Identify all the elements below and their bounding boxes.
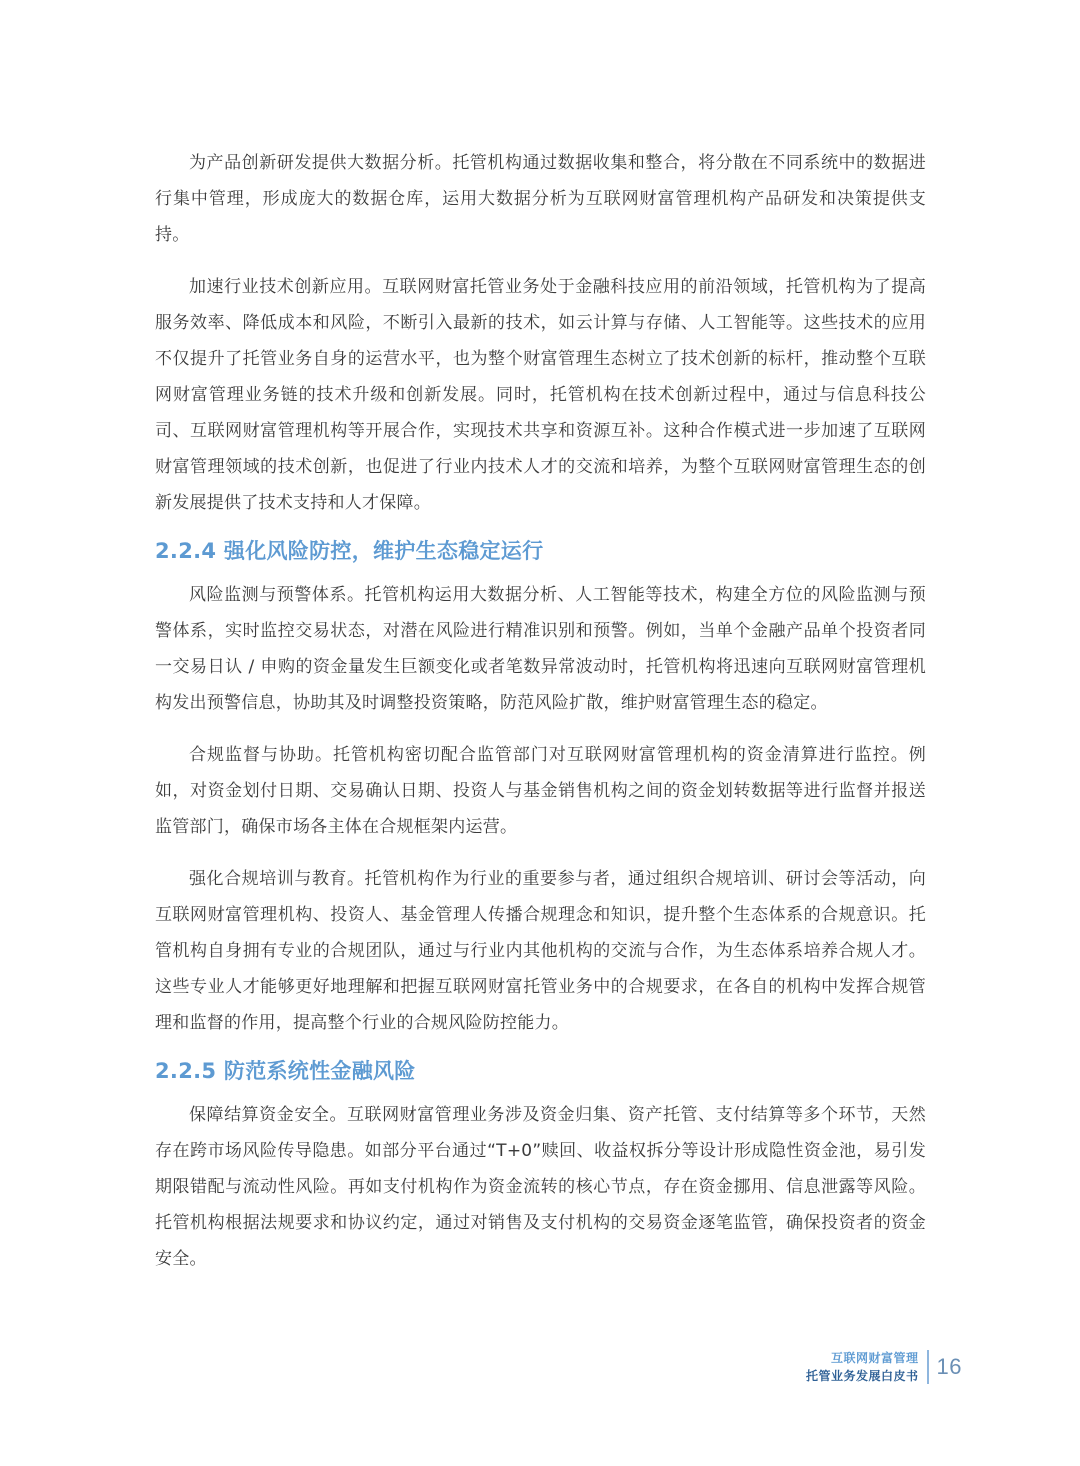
page-content: [155, 145, 926, 1277]
paragraph-tech-innovation: 加速行业技术创新应用。互联网财富托管业务处于金融科技应用的前沿领域，托管机构为了提高服务效率、降低成本和风险，不断引入最新的技术，如云计算与存储、人工智能等。这些技术的应用不仅提升了托管业务自身的运营水平，也为整个财富管理生态树立了技术创新的标杆，推动整个互联网财富管理业务链的技术升级和创新发展。同时，托管机构在技术创新过程中，通过与信息科技公司、互联网财富管理机构等开展合作，实现技术共享和资源互补。这种合作模式进一步加速了互联网财富管理领域的技术创新，也促进了行业内技术人才的交流和培养，为整个互联网财富管理生态的创新发展提供了技术支持和人才保障。: [155, 277, 926, 513]
paragraph-compliance-training: 强化合规培训与教育。托管机构作为行业的重要参与者，通过组织合规培训、研讨会等活动，向互联网财富管理机构、投资人、基金管理人传播合规理念和知识，提升整个生态体系的合规意识。托管机构自身拥有专业的合规团队，通过与行业内其他机构的交流与合作，为生态体系培养合规人才。这些专业人才能够更好地理解和把握互联网财富托管业务中的合规要求，在各自的机构中发挥合规管理和监督的作用，提高整个行业的合规风险防控能力。: [155, 869, 926, 1033]
paragraph-big-data: 为产品创新研发提供大数据分析。托管机构通过数据收集和整合，将分散在不同系统中的数据进行集中管理，形成庞大的数据仓库，运用大数据分析为互联网财富管理机构产品研发和决策提供支持。: [155, 153, 926, 245]
section-heading-2-2-5: 2.2.5 防范系统性金融风险: [155, 1059, 416, 1083]
paragraph-risk-monitoring: 风险监测与预警体系。托管机构运用大数据分析、人工智能等技术，构建全方位的风险监测与预警体系，实时监控交易状态，对潜在风险进行精准识别和预警。例如，当单个金融产品单个投资者同一交易日认 / 申购的资金量发生巨额变化或者笔数异常波动时，托管机构将迅速向互联网财富管理机构发出预警信息，协助其及时调整投资策略，防范风险扩散，维护财富管理生态的稳定。: [155, 585, 926, 713]
paragraph-compliance-supervision: 合规监督与协助。托管机构密切配合监管部门对互联网财富管理机构的资金清算进行监控。例如，对资金划付日期、交易确认日期、投资人与基金销售机构之间的资金划转数据等进行监督并报送监管部门，确保市场各主体在合规框架内运营。: [155, 745, 926, 837]
page-footer: [806, 1347, 962, 1387]
footer-divider: [927, 1350, 929, 1384]
footer-title-line1: 互联网财富管理: [831, 1351, 919, 1365]
section-heading-2-2-4: 2.2.4 强化风险防控，维护生态稳定运行: [155, 539, 544, 563]
footer-document-title: [806, 1349, 919, 1385]
paragraph-settlement-safety: 保障结算资金安全。互联网财富管理业务涉及资金归集、资产托管、支付结算等多个环节，天然存在跨市场风险传导隐患。如部分平台通过“T+0”赎回、收益权拆分等设计形成隐性资金池，易引发期限错配与流动性风险。再如支付机构作为资金流转的核心节点，存在资金挪用、信息泄露等风险。托管机构根据法规要求和协议约定，通过对销售及支付机构的交易资金逐笔监管，确保投资者的资金安全。: [155, 1105, 926, 1269]
footer-title-line2: 托管业务发展白皮书: [806, 1369, 919, 1383]
page-number: 16: [936, 1354, 962, 1379]
